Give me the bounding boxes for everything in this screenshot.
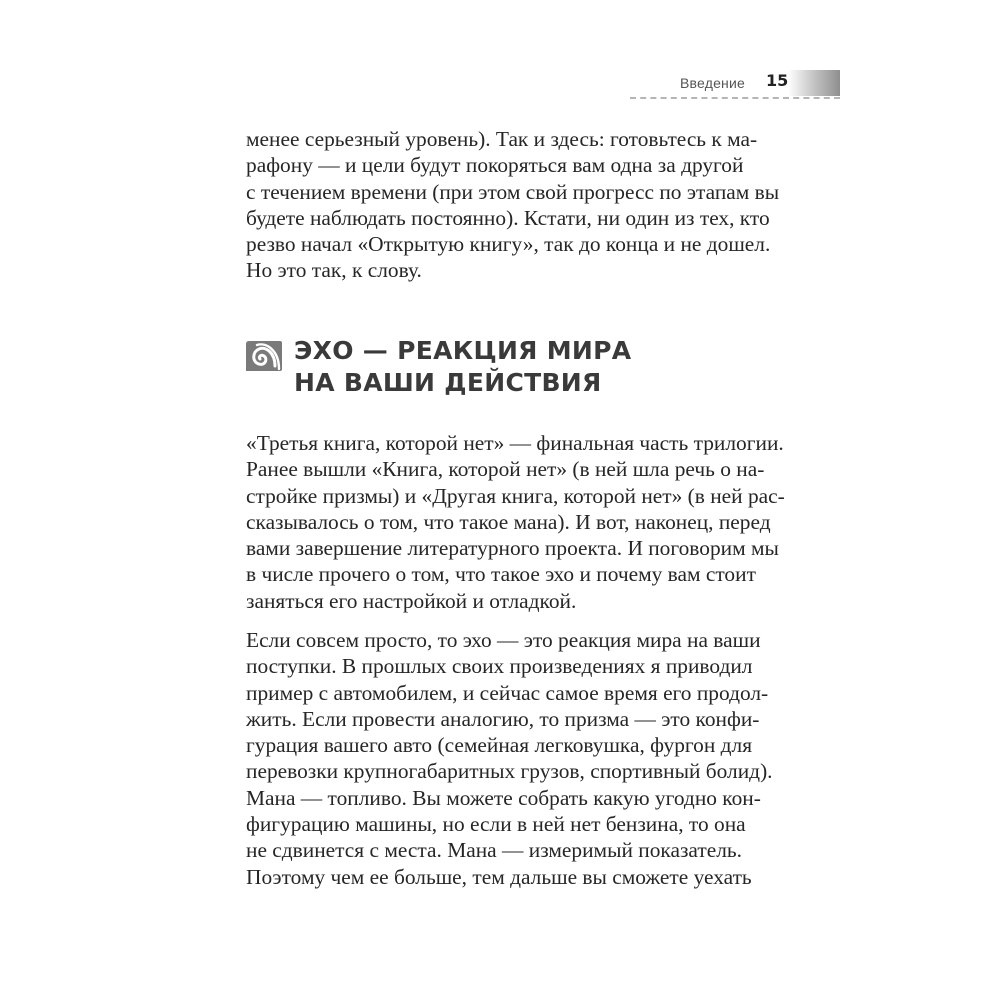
text-line: Но это так, к слову. — [246, 258, 422, 283]
text-line: сказывалось о том, что такое мана). И вот, наконец, перед — [246, 509, 771, 534]
text-line: не сдвинется с места. Мана — измеримый показатель. — [246, 838, 742, 863]
text-line: Ранее вышли «Книга, которой нет» (в ней шла речь о на- — [246, 457, 765, 482]
text-line: Если совсем просто, то эхо — это реакция мира на ваши — [246, 628, 761, 652]
text-line: стройке призмы) и «Другая книга, которой нет» (в ней рас- — [246, 483, 785, 508]
header-section-title: Введение — [680, 75, 745, 91]
text-line: резво начал «Открытую книгу», так до конца и не дошел. — [246, 232, 771, 257]
text-line: Поэтому чем ее больше, тем дальше вы сможете уехать — [246, 864, 752, 889]
header-page-tab — [788, 70, 840, 96]
section-title-line-2: НА ВАШИ ДЕЙСТВИЯ — [294, 368, 602, 397]
paragraph-2 — [246, 627, 773, 890]
text-line: пример с автомобилем, и сейчас самое время его продол- — [246, 680, 769, 705]
section-title — [294, 335, 631, 399]
text-line: гурация вашего авто (семейная легковушка, фургон для — [246, 733, 753, 758]
section-title-line-1: ЭХО — РЕАКЦИЯ МИРА — [294, 336, 632, 365]
text-line: рафону — и цели будут покоряться вам одна за другой — [246, 153, 744, 178]
text-line: «Третья книга, которой нет» — финальная часть трилогии. — [246, 431, 784, 455]
text-line: фигурацию машины, но если в ней нет бензина, то она — [246, 812, 746, 837]
text-line: перевозки крупногабаритных грузов, спортивный болид). — [246, 759, 773, 784]
text-line: жить. Если провести аналогию, то призма — это конфи- — [246, 706, 760, 731]
text-line: вами завершение литературного проекта. И поговорим мы — [246, 536, 779, 561]
text-line: менее серьезный уровень). Так и здесь: готовьтесь к ма- — [246, 127, 758, 151]
text-line: заняться его настройкой и отладкой. — [246, 588, 577, 613]
header-dashed-rule — [630, 97, 840, 99]
page-number: 15 — [766, 71, 789, 90]
text-line: поступки. В прошлых своих произведениях я приводил — [246, 654, 753, 679]
paragraph-1 — [246, 430, 785, 614]
running-header — [630, 70, 840, 96]
text-line: будете наблюдать постоянно). Кстати, ни один из тех, кто — [246, 205, 770, 230]
section-heading — [246, 335, 746, 405]
echo-spiral-icon — [246, 341, 282, 371]
text-line: Мана — топливо. Вы можете собрать какую угодно кон- — [246, 785, 761, 810]
text-line: с течением времени (при этом свой прогресс по этапам вы — [246, 179, 780, 204]
text-line: в числе прочего о том, что такое эхо и почему вам стоит — [246, 562, 756, 587]
intro-paragraph — [246, 126, 780, 284]
